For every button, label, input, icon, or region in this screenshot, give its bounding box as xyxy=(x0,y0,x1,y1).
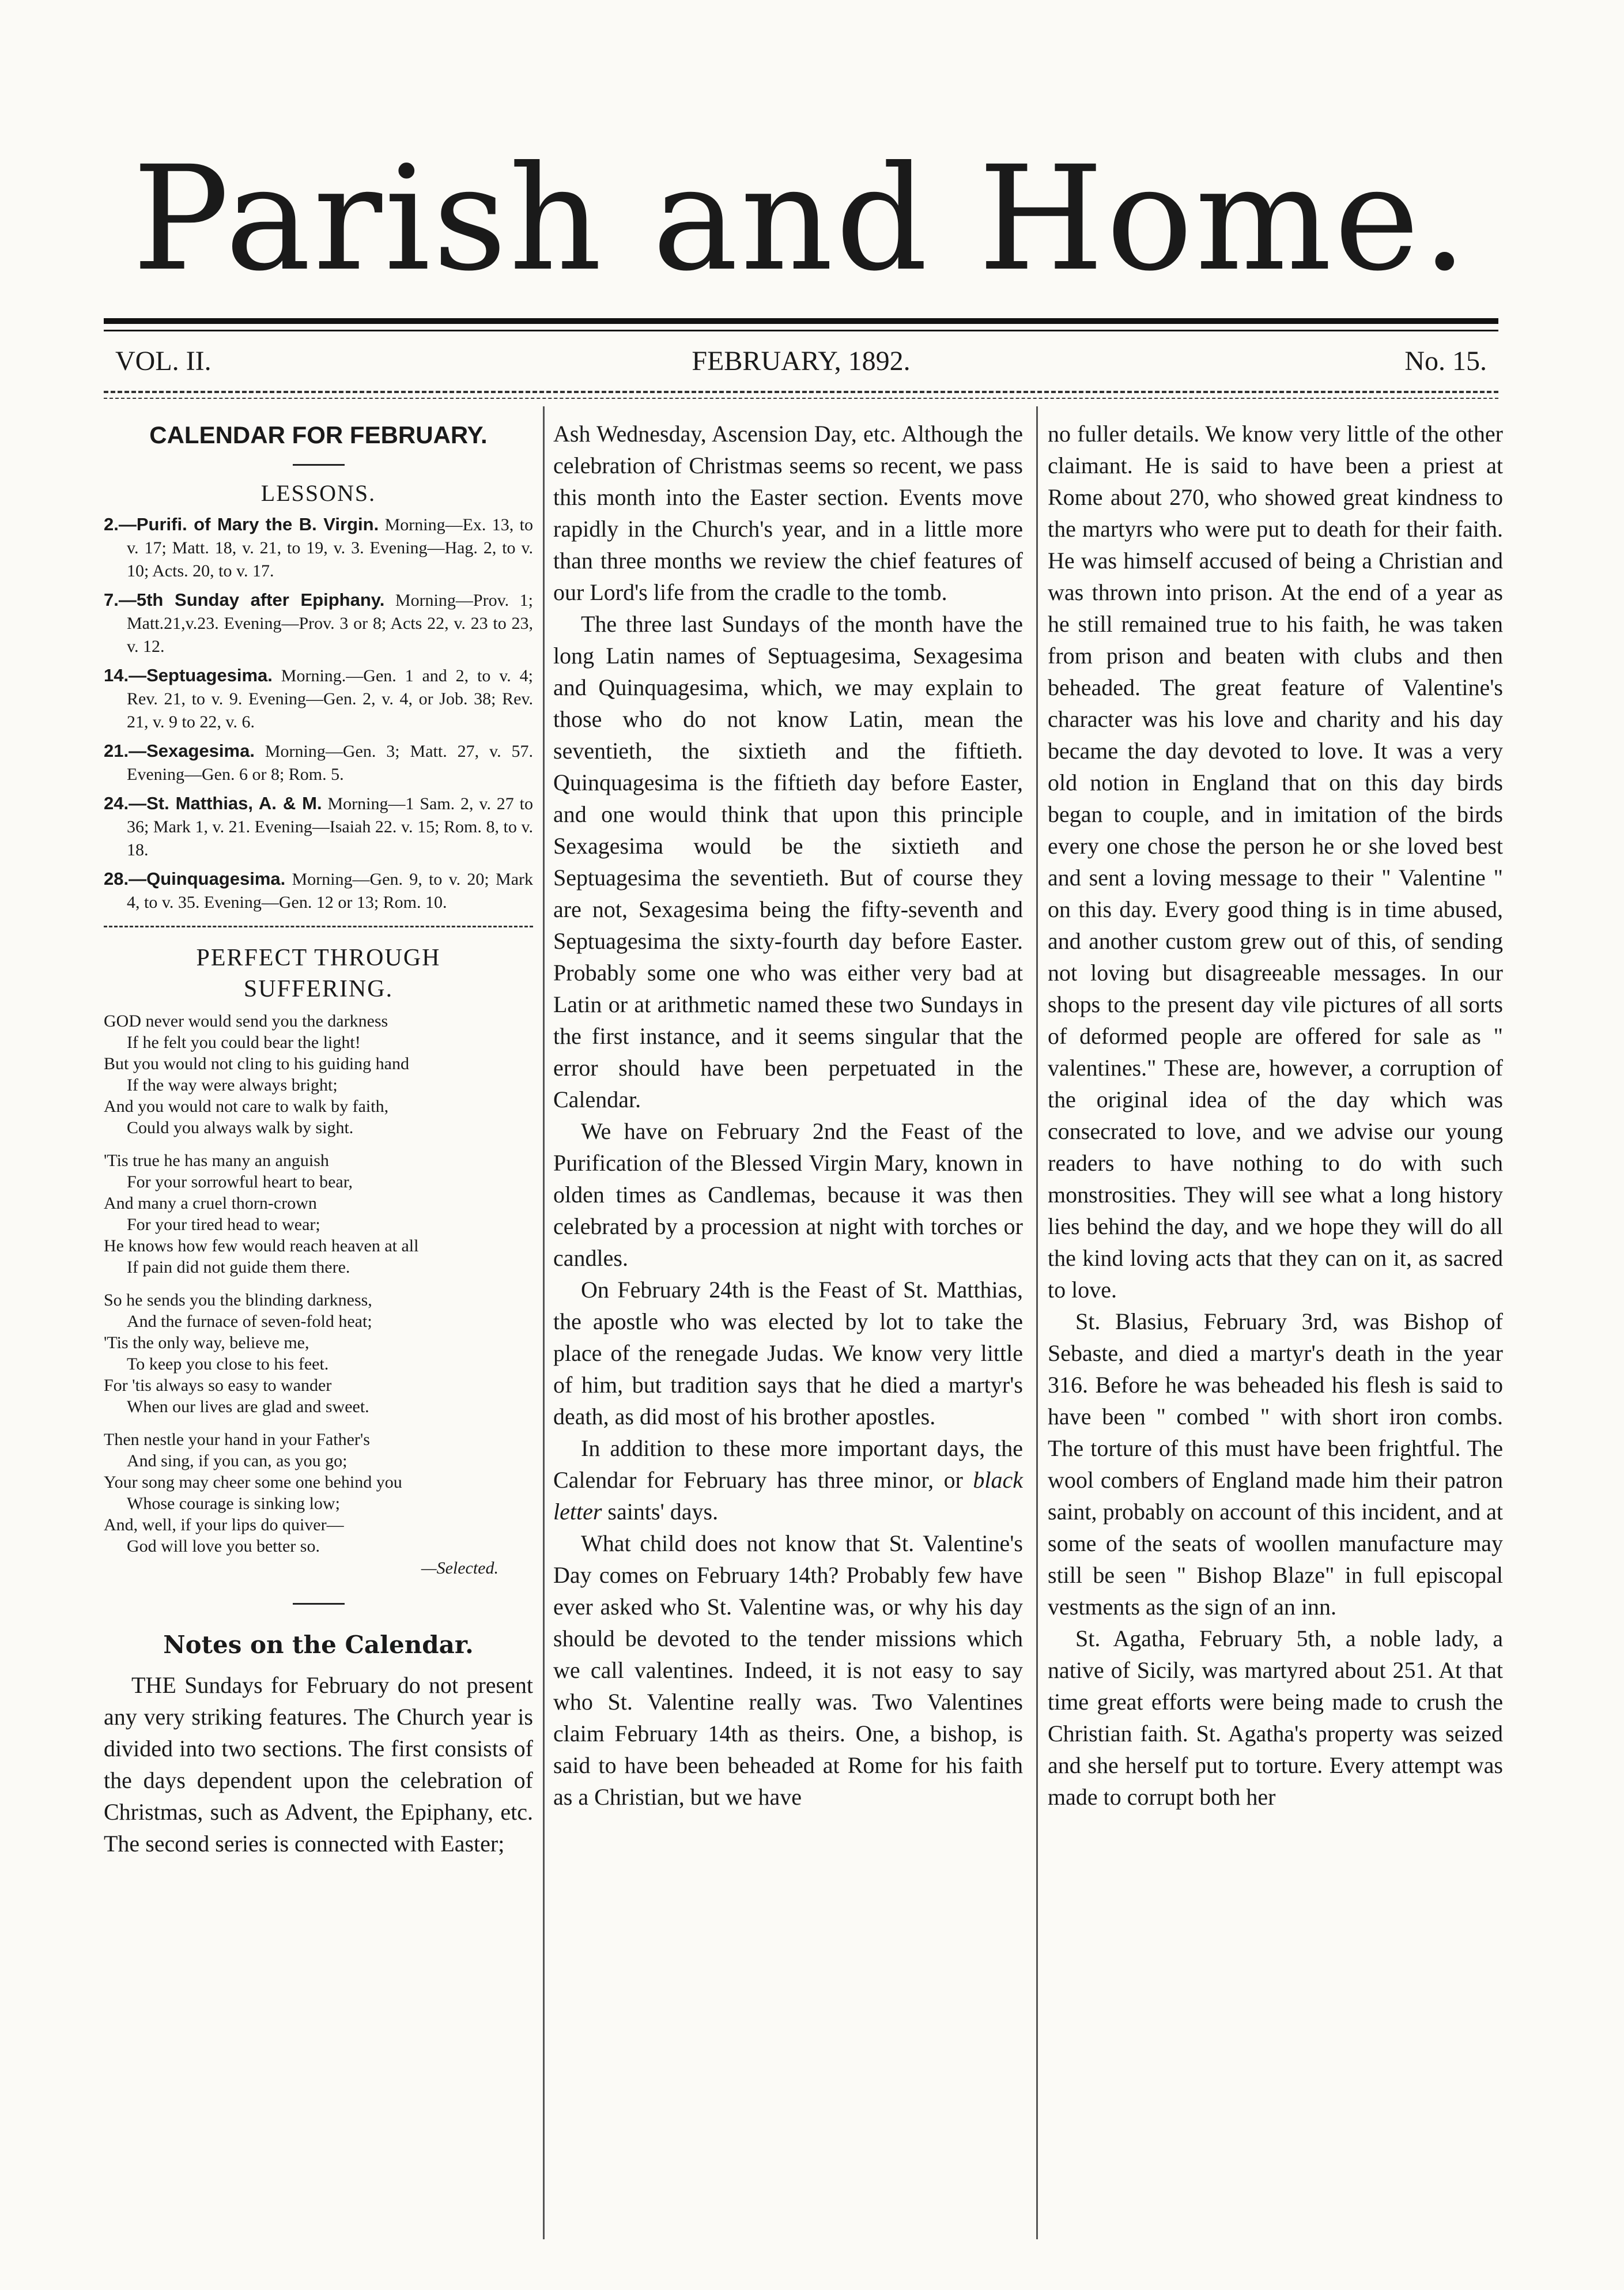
poem-line: Your song may cheer some one behind you xyxy=(104,1473,402,1492)
body-paragraph: no fuller details. We know very little of the other claimant. He is said to have been a priest at Rome about 270, who showed great kindness to the martyrs who were put to death for their faith. He was himself accused of being a Christian and was thrown into prison. At the end of a year as he still remained true to his faith, he was taken from prison and beaten with clubs and then beheaded. The great feature of Valentine's character was his love and charity and his day became the day devoted to love. It was a very old notion in England that on this day birds began to couple, and in imitation of the birds every one chose the person he or she loved best and sent a loving message to their " Valentine " on this day. Every good thing is in time abused, and another custom grew out of this, of sending not loving but disagreeable messages. In our shops to the present day vile pictures of all sorts of deformed people are offered for sale as " valentines." These are, however, a corruption of the original idea of the day which was consecrated to love, and we advise our young readers to have nothing to do with such monstrosities. They will see what a long history lies behind the day, and we hope they will do all the kind loving acts that they can on it, as sacred to love. xyxy=(1048,421,1503,1303)
body-paragraph: St. Blasius, February 3rd, was Bishop of Sebaste, and died a martyr's death in the year 316. Before he was beheaded his flesh is said to have been " combed " with short iron combs. The torture of this must have been frightful. The wool combers of England made him their patron saint, probably on account of this incident, and at some of the seats of woollen manufacture may still be seen " Bishop Blaze" in full episcopal vestments as the sign of an inn. xyxy=(1048,1308,1503,1620)
poem-line: And the furnace of seven-fold heat; xyxy=(127,1312,372,1331)
poem-title-line: SUFFERING. xyxy=(243,976,394,1002)
issue-number: No. 15. xyxy=(1404,346,1487,376)
body-paragraph xyxy=(553,1432,1023,1527)
lesson-entry xyxy=(104,588,533,658)
issue-date: FEBRUARY, 1892. xyxy=(692,346,911,376)
poem-line: If pain did not guide them there. xyxy=(127,1258,350,1277)
poem-line: 'Tis true he has many an anguish xyxy=(104,1151,329,1170)
poem-title-line: PERFECT THROUGH xyxy=(196,945,441,971)
poem-line: GOD never would send you the darkness xyxy=(104,1012,388,1031)
poem-stanza xyxy=(104,1289,533,1417)
issue-line xyxy=(115,341,1487,382)
poem-line: God will love you better so. xyxy=(127,1537,320,1556)
lesson-entry xyxy=(104,664,533,734)
column-divider xyxy=(543,406,545,2239)
column-2 xyxy=(553,418,1023,1813)
poem-stanza xyxy=(104,1429,533,1557)
lessons-heading: LESSONS. xyxy=(260,480,376,506)
italic-term: black letter xyxy=(553,1467,1023,1525)
poem-line: 'Tis the only way, believe me, xyxy=(104,1333,309,1352)
volume-label: VOL. II. xyxy=(115,346,212,376)
body-paragraph: Ash Wednesday, Ascension Day, etc. Although the celebration of Christmas seems so recent, we pass this month into the Easter section. Events move rapidly in the Church's year, and in a little more than three months we review the chief features of our Lord's life from the cradle to the tomb. xyxy=(553,421,1023,605)
lesson-day: 14.—Septuagesima. xyxy=(104,665,273,685)
poem-line: For your tired head to wear; xyxy=(127,1215,320,1234)
poem-line: So he sends you the blinding darkness, xyxy=(104,1291,372,1310)
header-dashed-rule-thin xyxy=(104,398,1498,399)
poem-line: If he felt you could bear the light! xyxy=(127,1033,361,1052)
short-rule xyxy=(293,1603,345,1605)
poem-stanza xyxy=(104,1010,533,1138)
poem-line: If the way were always bright; xyxy=(127,1076,338,1095)
paragraph-text: saints' days. xyxy=(602,1499,719,1525)
lesson-text: Morning—Gen. 3; Matt. 27, v. 57. Evening—Gen. 6 or 8; Rom. 5. xyxy=(127,742,533,784)
poem-line: To keep you close to his feet. xyxy=(127,1355,329,1374)
lesson-text: Morning—Ex. 13, to v. 17; Matt. 18, v. 21, to 19, v. 3. Evening—Hag. 2, to v. 10; Acts. 20, to v. 17. xyxy=(127,515,533,580)
lesson-day: 24.—St. Matthias, A. & M. xyxy=(104,793,322,813)
poem-stanza xyxy=(104,1150,533,1278)
lesson-day: 7.—5th Sunday after Epiphany. xyxy=(104,590,385,610)
poem-line: Could you always walk by sight. xyxy=(127,1118,354,1137)
lesson-entry xyxy=(104,867,533,914)
body-paragraph: THE Sundays for February do not present any very striking features. The Church year is divided into two sections. The first consists of the days dependent upon the celebration of Christmas, such as Advent, the Epiphany, etc. The second series is connected with Easter; xyxy=(104,1672,533,1857)
poem-line: And, well, if your lips do quiver— xyxy=(104,1515,344,1534)
lesson-text: Morning.—Gen. 1 and 2, to v. 4; Rev. 21, to v. 9. Evening—Gen. 2, v. 4, or Job. 38; Rev. 21, v. 9 to 22, v. 6. xyxy=(127,666,533,731)
body-paragraph: St. Agatha, February 5th, a noble lady, a native of Sicily, was martyred about 251. At that time great efforts were being made to crush the Christian faith. St. Agatha's property was seized and she herself put to torture. Every attempt was made to corrupt both her xyxy=(1048,1625,1503,1810)
lesson-day: 21.—Sexagesima. xyxy=(104,741,255,761)
poem-line: But you would not cling to his guiding hand xyxy=(104,1054,409,1073)
calendar-heading: CALENDAR FOR FEBRUARY. xyxy=(149,421,488,448)
lesson-day: 28.—Quinquagesima. xyxy=(104,869,286,889)
lesson-text: Morning—Prov. 1; Matt.21,v.23. Evening—Prov. 3 or 8; Acts 22, v. 23 to 23, v. 12. xyxy=(127,591,534,656)
paragraph-text: In addition to these more important days, the Calendar for February has three minor, or xyxy=(553,1435,1023,1493)
poem-line: For 'tis always so easy to wander xyxy=(104,1376,332,1395)
body-paragraph: On February 24th is the Feast of St. Matthias, the apostle who was elected by lot to take the place of the renegade Judas. We know very little of him, but tradition says that he died a martyr's death, as did most of his brother apostles. xyxy=(553,1277,1023,1429)
poem-line: Then nestle your hand in your Father's xyxy=(104,1430,370,1449)
column-3 xyxy=(1048,418,1503,1813)
poem-attribution: —Selected. xyxy=(421,1559,498,1578)
poem-line: And sing, if you can, as you go; xyxy=(127,1451,348,1470)
column-divider xyxy=(1036,406,1038,2239)
body-paragraph: We have on February 2nd the Feast of the Purification of the Blessed Virgin Mary, known in olden times as Candlemas, because it was then celebrated by a procession at night with torches or candles. xyxy=(553,1118,1023,1271)
section-dashed-rule xyxy=(104,926,533,927)
lesson-text: Morning—Gen. 9, to v. 20; Mark 4, to v. 35. Evening—Gen. 12 or 13; Rom. 10. xyxy=(127,870,534,912)
masthead-title: Parish and Home. xyxy=(132,135,1470,303)
lesson-entry xyxy=(104,513,533,583)
body-paragraph: The three last Sundays of the month have the long Latin names of Septuagesima, Sexagesima and Quinquagesima, which, we may explain to those who do not know Latin, mean the seventieth, the sixtieth and the fiftieth. Quinquagesima is the fiftieth day before Easter, and one would think that upon this principle Sexagesima would be the sixtieth and Septuagesima the seventieth. But of course they are not, Sexagesima being the fifty-seventh and Septuagesima the sixty-fourth day before Easter. Probably some one who was either very bad at Latin or at arithmetic named these two Sundays in the first instance, and it seems singular that the error should have been perpetuated in the Calendar. xyxy=(553,611,1023,1112)
body-paragraph: What child does not know that St. Valentine's Day comes on February 14th? Probably few have ever asked who St. Valentine was, or why his day should be devoted to the tender missions which we call valentines. Indeed, it is not easy to say who St. Valentine really was. Two Valentines claim February 14th as theirs. One, a bishop, is said to have been beheaded at Rome for his faith as a Christian, but we have xyxy=(553,1530,1023,1810)
notes-heading: Notes on the Calendar. xyxy=(163,1631,474,1659)
masthead-rule-thin xyxy=(104,330,1498,331)
lesson-entry xyxy=(104,792,533,862)
header-dashed-rule xyxy=(104,391,1498,393)
poem-title xyxy=(104,942,533,1005)
poem-line: And you would not care to walk by faith, xyxy=(104,1097,389,1116)
column-1 xyxy=(104,418,533,1859)
poem-line: And many a cruel thorn-crown xyxy=(104,1194,317,1213)
lesson-text: Morning—1 Sam. 2, v. 27 to 36; Mark 1, v. 21. Evening—Isaiah 22. v. 15; Rom. 8, to v. 18. xyxy=(127,794,533,859)
short-rule xyxy=(293,464,345,466)
lesson-day: 2.—Purifi. of Mary the B. Virgin. xyxy=(104,514,379,534)
masthead-rule xyxy=(104,318,1498,324)
poem-line: Whose courage is sinking low; xyxy=(127,1494,340,1513)
lesson-entry xyxy=(104,740,533,786)
poem-line: He knows how few would reach heaven at all xyxy=(104,1236,419,1255)
poem-line: When our lives are glad and sweet. xyxy=(127,1397,369,1416)
poem-line: For your sorrowful heart to bear, xyxy=(127,1172,353,1191)
